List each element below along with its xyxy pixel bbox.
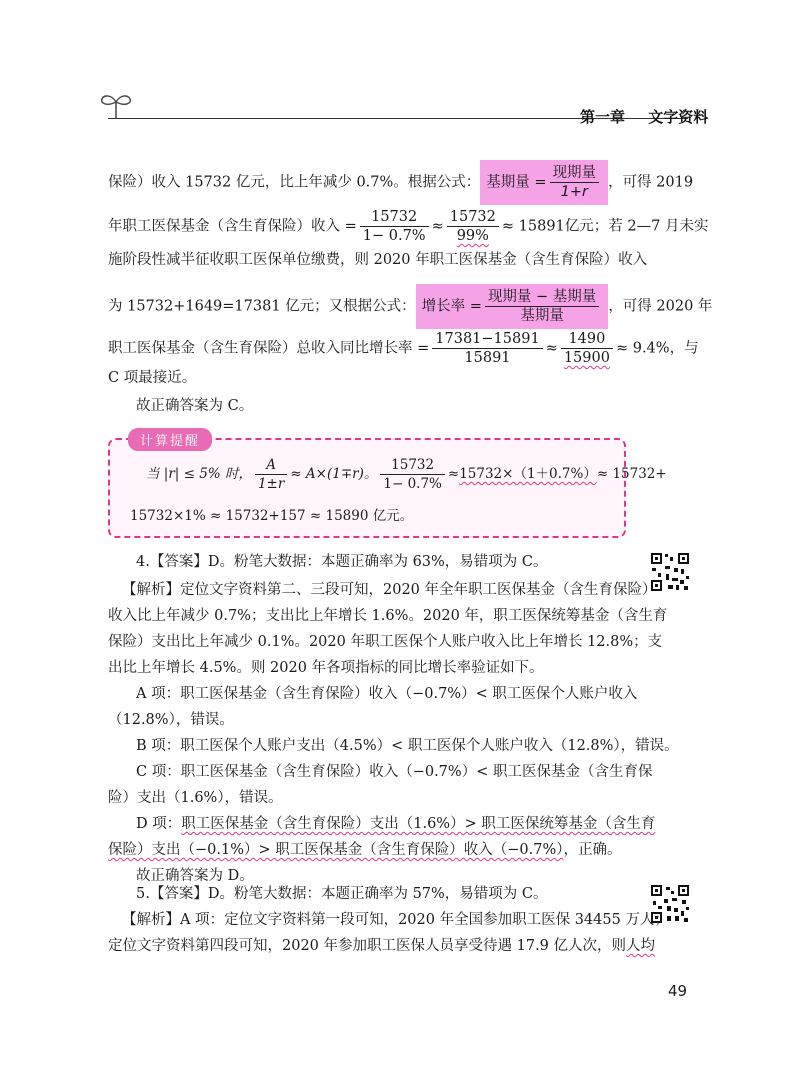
denominator: 15891 xyxy=(464,350,511,366)
fraction xyxy=(561,330,613,367)
chapter-header xyxy=(580,106,726,127)
q4-analysis-line2: 收入比上年减少 0.7%；支出比上年增长 1.6%。2020 年，职工医保统筹基金（含生育 xyxy=(108,608,668,624)
q4-analysis-line1: 【解析】定位文字资料第二、三段可知，2020 年全年职工医保基金（含生育保险） xyxy=(122,582,657,598)
q4-answer: 4.【答案】D。粉笔大数据：本题正确率为 63%，易错项为 C。 xyxy=(136,554,548,570)
para1-line1 xyxy=(108,160,693,205)
numerator: 15732 xyxy=(360,208,429,227)
q4-option-d-line2 xyxy=(108,840,621,860)
highlighted-text: 人均 xyxy=(626,938,656,954)
denominator: 1±r xyxy=(257,476,285,492)
text: ，正确。 xyxy=(563,842,622,858)
tip-line1 xyxy=(146,456,667,493)
text: 保险）收入 15732 亿元，比上年减少 0.7%。根据公式： xyxy=(108,174,481,191)
numerator: 现期量 xyxy=(550,164,600,183)
fraction xyxy=(360,208,429,245)
q5-analysis-line1: 【解析】A 项：定位文字资料第一段可知，2020 年全国参加职工医保 34455 万人； xyxy=(122,912,669,928)
text: ≈ xyxy=(545,340,558,357)
numerator: A xyxy=(255,456,287,475)
calculation-tip-label: 计算提醒 xyxy=(128,428,212,451)
text: 当 |r| ≤ 5% 时， xyxy=(146,466,252,482)
fraction xyxy=(485,288,599,325)
q4-option-a-line2: （12.8%），错误。 xyxy=(108,712,234,728)
fraction xyxy=(380,456,445,493)
fraction xyxy=(432,330,542,367)
denominator: 99% xyxy=(456,228,489,244)
formula-label: 增长率 = xyxy=(421,298,482,315)
q4-option-c-line2: 险）支出（1.6%），错误。 xyxy=(108,790,283,806)
numerator: 1490 xyxy=(561,330,613,349)
numerator: 现期量 − 基期量 xyxy=(485,288,599,307)
text: ，可得 2020 年 xyxy=(608,298,713,315)
q4-option-d-line1 xyxy=(136,814,655,834)
text: 年职工医保基金（含生育保险）收入 = xyxy=(108,218,357,235)
q4-analysis-line3: 保险）支出比上年减少 0.1%。2020 年职工医保个人账户收入比上年增长 12.8%；支 xyxy=(108,634,663,650)
para1-line5 xyxy=(108,330,699,367)
text: ≈ 15732+ xyxy=(596,466,667,482)
tip-line2: 15732×1% ≈ 15732+157 ≈ 15890 亿元。 xyxy=(130,508,414,524)
text: D 项： xyxy=(136,816,182,832)
text: 职工医保基金（含生育保险）总收入同比增长率 = xyxy=(108,340,430,357)
formula-base-period xyxy=(480,160,608,205)
text: ≈ 15891亿元；若 2—7 月未实 xyxy=(501,218,709,235)
sprout-icon xyxy=(98,88,134,120)
chapter-number: 第一章 xyxy=(580,108,626,126)
denominator: 1+r xyxy=(560,184,588,200)
denominator: 15900 xyxy=(563,350,610,366)
formula-growth-rate xyxy=(416,284,609,329)
fraction xyxy=(550,164,600,201)
numerator: 15732 xyxy=(447,208,499,227)
text: ≈ xyxy=(431,218,444,235)
text: 15732×（1＋0.7%） xyxy=(459,466,597,482)
denominator: 基期量 xyxy=(520,308,564,324)
highlighted-text: 保险）支出（−0.1%）> 职工医保基金（含生育保险）收入（−0.7%） xyxy=(108,842,564,858)
q4-option-c-line1: C 项：职工医保基金（含生育保险）收入（−0.7%）< 职工医保基金（含生育保 xyxy=(136,764,653,780)
formula-label: 基期量 = xyxy=(486,174,547,191)
q5-answer: 5.【答案】D。粉笔大数据：本题正确率为 57%，易错项为 C。 xyxy=(136,886,548,902)
highlighted-text: 职工医保基金（含生育保险）支出（1.6%）> 职工医保统筹基金（含生育 xyxy=(181,816,656,832)
para1-line3: 施阶段性减半征收职工医保单位缴费，则 2020 年职工医保基金（含生育保险）收入 xyxy=(108,252,648,268)
numerator: 15732 xyxy=(380,456,445,475)
chapter-title: 文字资料 xyxy=(648,108,709,126)
text: ≈ xyxy=(447,466,460,482)
denominator: 1− 0.7% xyxy=(383,476,442,492)
text: ≈ A×(1∓r)。 xyxy=(290,466,378,482)
text: 定位文字资料第四段可知，2020 年参加职工医保人员享受待遇 17.9 亿人次，则 xyxy=(108,938,627,954)
para1-conclusion: 故正确答案为 C。 xyxy=(136,398,254,414)
q4-option-a-line1: A 项：职工医保基金（含生育保险）收入（−0.7%）< 职工医保个人账户收入 xyxy=(136,686,638,702)
page-number: 49 xyxy=(668,982,688,1000)
text: ≈ 9.4%，与 xyxy=(615,340,699,357)
q4-option-b: B 项：职工医保个人账户支出（4.5%）< 职工医保个人账户收入（12.8%），错误。 xyxy=(136,738,679,754)
q5-analysis-line2 xyxy=(108,936,655,956)
q4-analysis-line4: 出比上年增长 4.5%。则 2020 年各项指标的同比增长率验证如下。 xyxy=(108,660,544,676)
fraction xyxy=(447,208,499,245)
denominator: 1− 0.7% xyxy=(362,228,426,244)
para1-line2 xyxy=(108,208,708,245)
para1-line4 xyxy=(108,284,712,329)
text: 为 15732+1649=17381 亿元；又根据公式： xyxy=(108,298,416,315)
fraction xyxy=(255,456,287,493)
text: ，可得 2019 xyxy=(608,174,694,191)
para1-line6: C 项最接近。 xyxy=(108,370,197,386)
numerator: 17381−15891 xyxy=(432,330,542,349)
q4-conclusion: 故正确答案为 D。 xyxy=(136,868,254,884)
